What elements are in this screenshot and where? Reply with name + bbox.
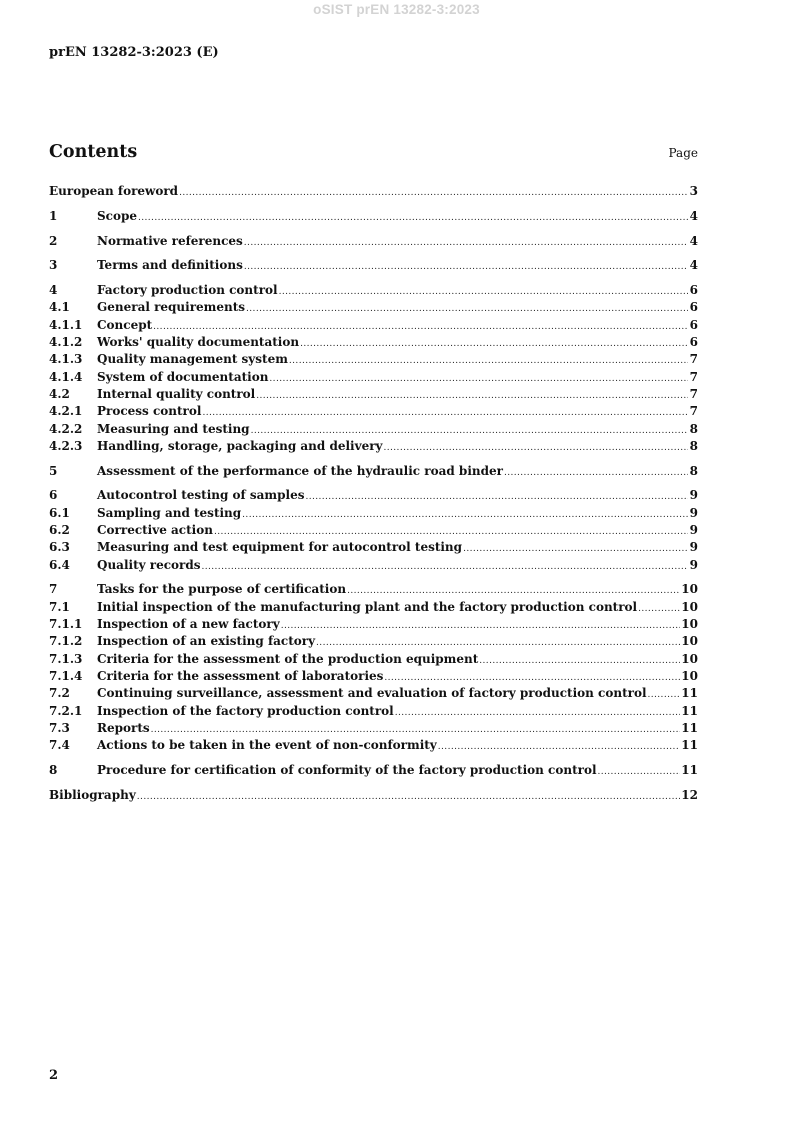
toc-entry[interactable] [49, 540, 698, 557]
document-id: prEN 13282-3:2023 (E) [49, 45, 219, 60]
toc-entry[interactable] [49, 721, 698, 738]
toc-entry-title: Assessment of the performance of the hydraulic road binder [97, 463, 503, 478]
toc-entry[interactable] [49, 506, 698, 523]
toc-entry-number: 4.2.3 [49, 438, 83, 453]
toc-entry-page: 10 [681, 668, 698, 683]
toc-entry-number: 1 [49, 208, 58, 223]
toc-entry[interactable] [49, 763, 698, 780]
toc-entry-page: 9 [689, 540, 698, 555]
toc-entry-title: Process control [97, 404, 202, 419]
dot-leader [244, 262, 688, 272]
toc-entry[interactable] [49, 652, 698, 669]
toc-entry-page: 10 [681, 599, 698, 614]
table-of-contents [49, 184, 698, 805]
dot-leader [214, 527, 688, 537]
toc-entry-number: 6 [49, 488, 58, 503]
toc-entry[interactable] [49, 582, 698, 599]
dot-leader [138, 213, 688, 223]
toc-entry-number: 2 [49, 233, 58, 248]
toc-entry-number: 4.1.3 [49, 352, 83, 367]
dot-leader [504, 468, 688, 478]
toc-entry-number: 4.2.2 [49, 421, 83, 436]
toc-entry[interactable] [49, 704, 698, 721]
toc-entry-page: 4 [689, 208, 698, 223]
toc-entry-number: 4.1.1 [49, 317, 83, 332]
toc-entry-number: 4.2.1 [49, 404, 83, 419]
dot-leader [202, 562, 689, 572]
toc-entry-number: 4.1 [49, 300, 70, 315]
toc-entry-number: 7.1.1 [49, 617, 83, 632]
toc-entry-page: 11 [681, 738, 698, 753]
toc-entry-title: Normative references [97, 233, 243, 248]
toc-entry-number: 7 [49, 582, 58, 597]
toc-entry-title: Measuring and testing [97, 421, 250, 436]
toc-entry-title: Criteria for the assessment of laboratories [97, 668, 384, 683]
toc-entry[interactable] [49, 184, 698, 201]
toc-entry-page: 11 [681, 720, 698, 735]
toc-entry-title: Scope [97, 208, 138, 223]
toc-entry[interactable] [49, 488, 698, 505]
toc-entry[interactable] [49, 370, 698, 387]
toc-entry-title: Internal quality control [97, 386, 256, 401]
toc-entry-page: 8 [689, 421, 698, 436]
toc-entry-number: 7.3 [49, 720, 70, 735]
toc-entry-page: 10 [681, 634, 698, 649]
toc-entry-title: General requirements [97, 300, 246, 315]
toc-entry-title: Autocontrol testing of samples [97, 488, 305, 503]
toc-entry[interactable] [49, 669, 698, 686]
dot-leader [242, 510, 688, 520]
toc-entry-page: 9 [689, 557, 698, 572]
toc-entry[interactable] [49, 634, 698, 651]
toc-entry-number: 4.1.4 [49, 369, 83, 384]
toc-entry-title: Handling, storage, packaging and delivery [97, 438, 383, 453]
toc-entry-title: Procedure for certification of conformity of the factory production control [97, 762, 597, 777]
dot-leader [289, 356, 688, 366]
toc-entry-page: 6 [689, 317, 698, 332]
dot-leader [202, 408, 688, 418]
toc-entry-title: Continuing surveillance, assessment and evaluation of factory production control [97, 686, 647, 701]
toc-entry-page: 7 [689, 369, 698, 384]
toc-entry-title: Concept [97, 317, 153, 332]
toc-entry-title: Corrective action [97, 523, 213, 538]
dot-leader [479, 656, 680, 666]
toc-entry[interactable] [49, 464, 698, 481]
toc-entry-number: 7.1.4 [49, 668, 83, 683]
page-column-label: Page [668, 146, 698, 160]
toc-entry-title: Reports [97, 720, 150, 735]
toc-entry-title: Quality records [97, 557, 201, 572]
toc-entry[interactable] [49, 387, 698, 404]
dot-leader [279, 287, 688, 297]
toc-entry-title: Terms and definitions [97, 258, 243, 273]
toc-entry-page: 11 [681, 762, 698, 777]
page-title: Contents [49, 142, 138, 162]
toc-entry-page: 10 [681, 582, 698, 597]
toc-entry-page: 9 [689, 488, 698, 503]
dot-leader [251, 426, 688, 436]
toc-entry-title: Bibliography [49, 787, 136, 802]
toc-entry-number: 6.1 [49, 505, 70, 520]
toc-entry[interactable] [49, 788, 698, 805]
toc-entry[interactable] [49, 686, 698, 703]
toc-entry-title: Inspection of a new factory [97, 617, 280, 632]
toc-entry-title: Criteria for the assessment of the production equipment [97, 651, 479, 666]
dot-leader [256, 391, 688, 401]
dot-leader [269, 374, 688, 384]
toc-entry-title: Actions to be taken in the event of non-conformity [97, 738, 437, 753]
toc-entry-title: Tasks for the purpose of certification [97, 582, 347, 597]
dot-leader [648, 690, 681, 700]
toc-entry[interactable] [49, 234, 698, 251]
toc-entry-number: 4.2 [49, 386, 70, 401]
toc-entry-number: 3 [49, 258, 58, 273]
toc-entry[interactable] [49, 209, 698, 226]
toc-entry-page: 10 [681, 617, 698, 632]
dot-leader [137, 792, 681, 802]
dot-leader [300, 339, 688, 349]
toc-entry[interactable] [49, 523, 698, 540]
dot-leader [598, 767, 681, 777]
dot-leader [384, 443, 688, 453]
toc-entry-title: European foreword [49, 184, 179, 198]
toc-entry-page: 6 [689, 283, 698, 298]
toc-entry-page: 11 [681, 703, 698, 718]
dot-leader [463, 544, 688, 554]
toc-entry-number: 4 [49, 283, 58, 298]
toc-entry[interactable] [49, 600, 698, 617]
page-number: 2 [49, 1068, 59, 1083]
dot-leader [281, 621, 681, 631]
toc-entry-page: 6 [689, 335, 698, 350]
toc-entry-title: System of documentation [97, 369, 269, 384]
toc-entry[interactable] [49, 258, 698, 275]
toc-entry[interactable] [49, 617, 698, 634]
toc-entry[interactable] [49, 283, 698, 300]
toc-entry-page: 11 [681, 686, 698, 701]
toc-entry-page: 9 [689, 523, 698, 538]
toc-entry[interactable] [49, 558, 698, 575]
toc-entry-page: 3 [689, 184, 698, 198]
toc-entry-number: 7.1.3 [49, 651, 83, 666]
toc-entry[interactable] [49, 422, 698, 439]
toc-entry-page: 8 [689, 438, 698, 453]
toc-entry-page: 12 [681, 787, 698, 802]
toc-entry-title: Initial inspection of the manufacturing plant and the factory production control [97, 599, 638, 614]
dot-leader [153, 322, 688, 332]
toc-entry-page: 4 [689, 258, 698, 273]
toc-entry-number: 5 [49, 463, 58, 478]
toc-entry-number: 7.1.2 [49, 634, 83, 649]
toc-entry-page: 10 [681, 651, 698, 666]
watermark: oSIST prEN 13282-3:2023 [313, 2, 480, 17]
dot-leader [438, 742, 681, 752]
toc-entry-page: 7 [689, 404, 698, 419]
toc-entry-number: 7.1 [49, 599, 70, 614]
toc-entry[interactable] [49, 352, 698, 369]
toc-entry-page: 6 [689, 300, 698, 315]
toc-entry[interactable] [49, 738, 698, 755]
toc-entry-title: Factory production control [97, 283, 278, 298]
toc-entry-page: 7 [689, 386, 698, 401]
dot-leader [151, 725, 681, 735]
toc-entry-number: 6.2 [49, 523, 70, 538]
dot-leader [179, 188, 688, 198]
toc-entry[interactable] [49, 300, 698, 317]
toc-entry-number: 4.1.2 [49, 335, 83, 350]
toc-entry-page: 7 [689, 352, 698, 367]
toc-entry[interactable] [49, 404, 698, 421]
toc-entry-number: 7.2.1 [49, 703, 83, 718]
dot-leader [244, 238, 688, 248]
dot-leader [395, 708, 681, 718]
dot-leader [638, 604, 680, 614]
toc-entry-page: 4 [689, 233, 698, 248]
toc-entry-title: Inspection of an existing factory [97, 634, 316, 649]
dot-leader [246, 304, 688, 314]
toc-entry-title: Quality management system [97, 352, 288, 367]
toc-entry-title: Works' quality documentation [97, 335, 300, 350]
dot-leader [305, 492, 688, 502]
dot-leader [384, 673, 680, 683]
toc-entry-number: 6.4 [49, 557, 70, 572]
toc-entry-page: 8 [689, 463, 698, 478]
toc-entry-title: Sampling and testing [97, 505, 242, 520]
toc-entry[interactable] [49, 335, 698, 352]
toc-entry-number: 7.4 [49, 738, 70, 753]
toc-entry[interactable] [49, 439, 698, 456]
toc-entry-page: 9 [689, 505, 698, 520]
toc-entry-title: Measuring and test equipment for autocontrol testing [97, 540, 463, 555]
toc-entry-number: 6.3 [49, 540, 70, 555]
dot-leader [347, 586, 680, 596]
toc-entry[interactable] [49, 318, 698, 335]
toc-entry-number: 8 [49, 762, 58, 777]
toc-entry-title: Inspection of the factory production control [97, 703, 394, 718]
dot-leader [316, 638, 680, 648]
toc-entry-number: 7.2 [49, 686, 70, 701]
